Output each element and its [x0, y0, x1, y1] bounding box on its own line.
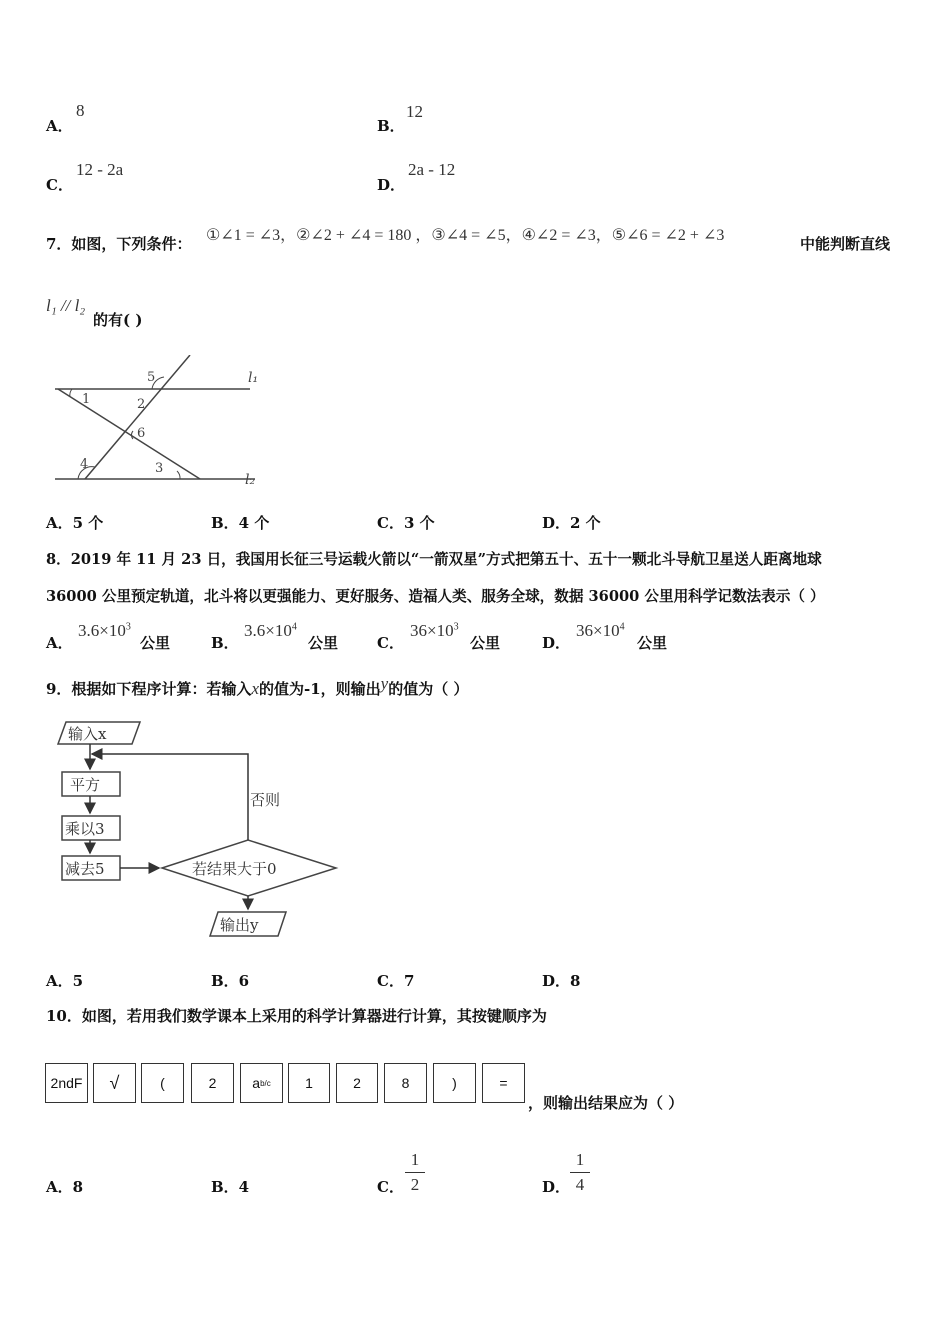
q6-option-a-value: 8: [76, 101, 85, 120]
q8-stem-line2: 36000 公里预定轨道，北斗将以更强能力、更好服务、造福人类、服务全球，数据 36000 公里用科学记数法表示（ ）: [46, 588, 825, 605]
q7-conditions: ①∠1 = ∠3，②∠2 + ∠4 = 180 ，③∠4 = ∠5，④∠2 = ∠3，⑤∠6 = ∠2 + ∠3: [206, 227, 725, 244]
arc-6: [131, 431, 133, 439]
key-sqrt: √: [93, 1063, 136, 1103]
q8-option-c-value: $36\times 10^3$: [410, 621, 459, 640]
q6-option-b-value: 12: [406, 102, 423, 121]
key-2b: 2: [336, 1063, 378, 1103]
q8-option-b-label: B．: [211, 634, 239, 652]
label-l1: l₁: [248, 370, 259, 386]
key-2: 2: [191, 1063, 234, 1103]
flow-condition-label: 若结果大于0: [192, 860, 277, 878]
angle-label-2: 2: [137, 397, 146, 412]
q7-option-a: A．5 个: [46, 514, 104, 532]
q10-stem: 10．如图，若用我们数学课本上采用的科学计算器进行计算，其按键顺序为: [46, 1007, 547, 1025]
q9-flowchart: [40, 712, 360, 944]
angle-label-3: 3: [155, 461, 164, 476]
q9-option-c: C．7: [377, 972, 415, 990]
q7-option-b: B．4 个: [211, 514, 270, 532]
flow-else-label: 否则: [250, 791, 281, 809]
flow-output-label: 输出y: [220, 916, 259, 934]
transversal-b: [85, 355, 190, 479]
q10-stem-after: ，则输出结果应为（ ）: [528, 1094, 684, 1112]
key-equals: =: [482, 1063, 525, 1103]
q8-option-b-value: $3.6\times 10^4$: [244, 621, 297, 640]
q10-option-b: B．4: [211, 1178, 250, 1196]
flow-minus5-label: 减去5: [65, 860, 105, 878]
q6-option-a-label: A．: [46, 117, 73, 135]
q6-option-c-value: 12 - 2a: [76, 160, 124, 179]
q7-parallel-notation: l₁ // l₂: [46, 296, 86, 315]
q10-option-a: A．8: [46, 1178, 84, 1196]
q8-option-a-label: A．: [46, 634, 73, 652]
q10-option-c-fraction: [405, 1150, 425, 1195]
angle-label-1: 1: [82, 392, 91, 407]
q10-option-c-numerator: 1: [410, 1150, 420, 1169]
q7-stem-tail: 的有( ): [93, 311, 143, 329]
q8-option-b-unit: 公里: [308, 634, 339, 652]
key-close-paren: ): [433, 1063, 476, 1103]
q9-option-b: B．6: [211, 972, 250, 990]
q10-option-d-numerator: 1: [575, 1150, 585, 1169]
key-open-paren: (: [141, 1063, 184, 1103]
key-1: 1: [288, 1063, 330, 1103]
key-fraction: a b/c: [240, 1063, 283, 1103]
flow-times3-label: 乘以3: [65, 820, 105, 838]
q10-option-c-denominator: 2: [410, 1175, 420, 1194]
q9-option-a: A．5: [46, 972, 84, 990]
q7-option-c: C．3 个: [377, 514, 435, 532]
flow-input-label: 输入x: [68, 725, 107, 743]
label-l2: l₂: [245, 472, 256, 488]
angle-label-4: 4: [80, 457, 89, 472]
q8-option-d-unit: 公里: [637, 634, 668, 652]
q8-option-a-unit: 公里: [140, 634, 171, 652]
q8-option-d-value: $36\times 10^4$: [576, 621, 625, 640]
q6-option-c-label: C．: [46, 176, 73, 194]
q10-option-d-denominator: 4: [575, 1175, 585, 1194]
key-8: 8: [384, 1063, 427, 1103]
q8-option-d-label: D．: [542, 634, 571, 652]
q7-option-d: D．2 个: [542, 514, 601, 532]
q6-option-b-label: B．: [377, 117, 405, 135]
flow-square-label: 平方: [70, 776, 101, 794]
q8-stem-line1: 8．2019 年 11 月 23 日，我国用长征三号运载火箭以“一箭双星”方式把第五十、五十一颗北斗导航卫星送人距离地球: [46, 551, 822, 568]
q10-option-d-fraction: [570, 1150, 590, 1195]
q10-option-d-label: D．: [542, 1178, 571, 1196]
key-2ndf: 2ndF: [45, 1063, 88, 1103]
q6-option-d-label: D．: [377, 176, 406, 194]
arc-1: [70, 389, 72, 397]
arc-3: [177, 471, 180, 479]
q6-option-d-value: 2a - 12: [408, 160, 456, 179]
q9-option-d: D．8: [542, 972, 581, 990]
q8-option-c-unit: 公里: [470, 634, 501, 652]
q7-stem-end: 中能判断直线: [800, 235, 891, 253]
q10-option-c-label: C．: [377, 1178, 404, 1196]
angle-label-6: 6: [137, 426, 146, 441]
q7-figure: [40, 355, 280, 495]
angle-label-5: 5: [147, 370, 156, 385]
q7-stem-start: 7．如图，下列条件：: [46, 235, 192, 253]
q9-stem: 9．根据如下程序计算：若输入x的值为-1，则输出y的值为（ ）: [46, 674, 469, 698]
q8-option-c-label: C．: [377, 634, 404, 652]
q8-option-a-value: $3.6\times 10^3$: [78, 621, 131, 640]
